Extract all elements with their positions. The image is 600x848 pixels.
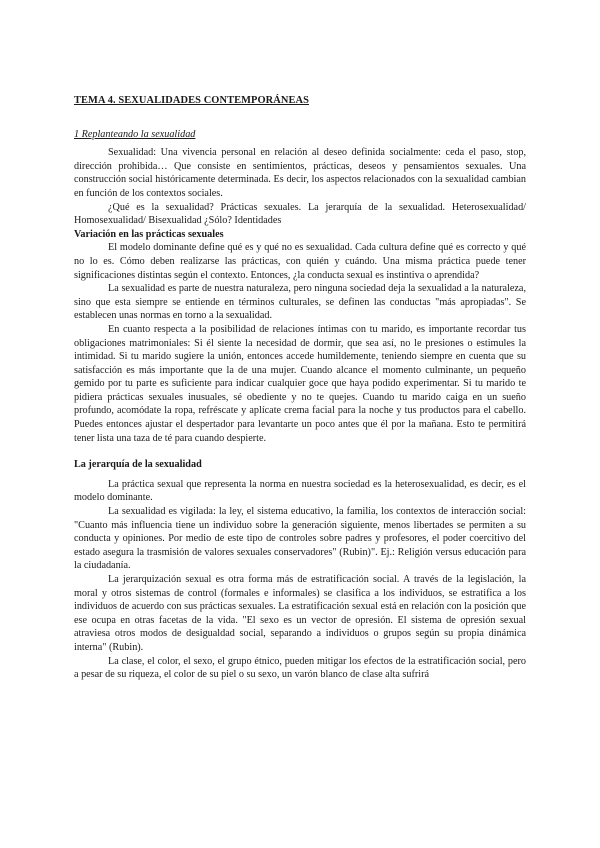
section-title-replanteando: 1 Replanteando la sexualidad bbox=[74, 128, 196, 140]
paragraph-jerarquizacion: La jerarquización sexual es otra forma más de estratificación social. A través de la legislación, la moral y otros sistemas de control (formales e informales) se clasifica a los individuos, se estratifica a los individuos de acuerdo con sus prácticas sexuales. La estratificación sexual está en relación con la posición que ese ocupa en otras facetas de la vida. "El sexo es un vector de opresión. El sistema de opresión sexual atraviesa otros modos de desigualdad social, separando a individuos o grupos según su propia dinámica interna" (Rubin). bbox=[74, 574, 526, 653]
heading-jerarquia-sexualidad: La jerarquía de la sexualidad bbox=[74, 459, 202, 471]
paragraph-clase-color: La clase, el color, el sexo, el grupo étnico, pueden mitigar los efectos de la estratificación social, pero a pesar de su riqueza, el color de su piel o su sexo, un varón blanco de clase alta sufrirá bbox=[74, 655, 526, 681]
document-body bbox=[74, 94, 526, 682]
paragraph-norma-heterosexual: La práctica sexual que representa la norma en nuestra sociedad es la heterosexualidad, es decir, es el modelo dominante. bbox=[74, 478, 526, 504]
paragraph-vigilancia: La sexualidad es vigilada: la ley, el sistema educativo, la familia, los contextos de interacción social: "Cuanto más influencia tiene un individuo sobre la generación siguiente, menos libertades se permiten a su conducta y opiniones. Por medio de este tipo de controles sobre padres y profesores, el poder coercitivo del estado asegura la trasmisión de valores sexuales conservadores" (Rubin)". Ej.: Religión versus educación para la ciudadanía. bbox=[74, 506, 526, 572]
paragraph-modelo-dominante: El modelo dominante define qué es y qué no es sexualidad. Cada cultura define qué es correcto y qué no lo es. Cómo deben realizarse las prácticas, con quién y cuándo. Una misma práctica puede tener significaciones distintas según el contexto. Entonces, ¿la conducta sexual es instintiva o aprendida? bbox=[74, 242, 526, 281]
paragraph-sexualidad-definicion: Sexualidad: Una vivencia personal en relación al deseo definida socialmente: ceda el paso, stop, dirección prohibida… Que consiste en sentimientos, prácticas, deseos y pensamientos sexuales. Una construcción social históricamente determinada. Es decir, los aspectos relacionados con la sexualidad cambian en función de los contextos sociales. bbox=[74, 147, 526, 199]
paragraph-obligaciones: En cuanto respecta a la posibilidad de relaciones íntimas con tu marido, es importante recordar tus obligaciones matrimoniales: Si él siente la necesidad de dormir, que sea así, no le presiones o estimules la intimidad. Si tu marido sugiere la unión, entonces accede humildemente, teniendo siempre en cuenta que su satisfacción es más importante que la de una mujer. Cuando alcance el momento culminante, un pequeño gemido por tu parte es suficiente para indicar cualquier goce que haya podido experimentar. Si tu marido te pidiera prácticas sexuales inusuales, sé obediente y no te quejes. Cuando tu marido caiga en un sueño profundo, acomódate la ropa, refréscate y aplícate crema facial para la noche y tus productos para el cabello. Puedes entonces ajustar el despertador para levantarte un poco antes que él por la mañana. Esto te permitirá tener lista una taza de té para cuando despierte. bbox=[74, 323, 526, 444]
heading-variacion-practicas: Variación en las prácticas sexuales bbox=[74, 228, 224, 240]
paragraph-preguntas: ¿Qué es la sexualidad? Prácticas sexuales. La jerarquía de la sexualidad. Heterosexualidad/ Homosexualidad/ Bisexualidad ¿Sólo? Identidades bbox=[74, 201, 526, 227]
paragraph-naturaleza: La sexualidad es parte de nuestra naturaleza, pero ninguna sociedad deja la sexualidad a la naturaleza, sino que esta siempre se entiende en términos culturales, se definen las conductas "más apropiadas". Se establecen unas normas en torno a la sexualidad. bbox=[74, 283, 526, 322]
document-title: TEMA 4. SEXUALIDADES CONTEMPORÁNEAS bbox=[74, 95, 310, 106]
